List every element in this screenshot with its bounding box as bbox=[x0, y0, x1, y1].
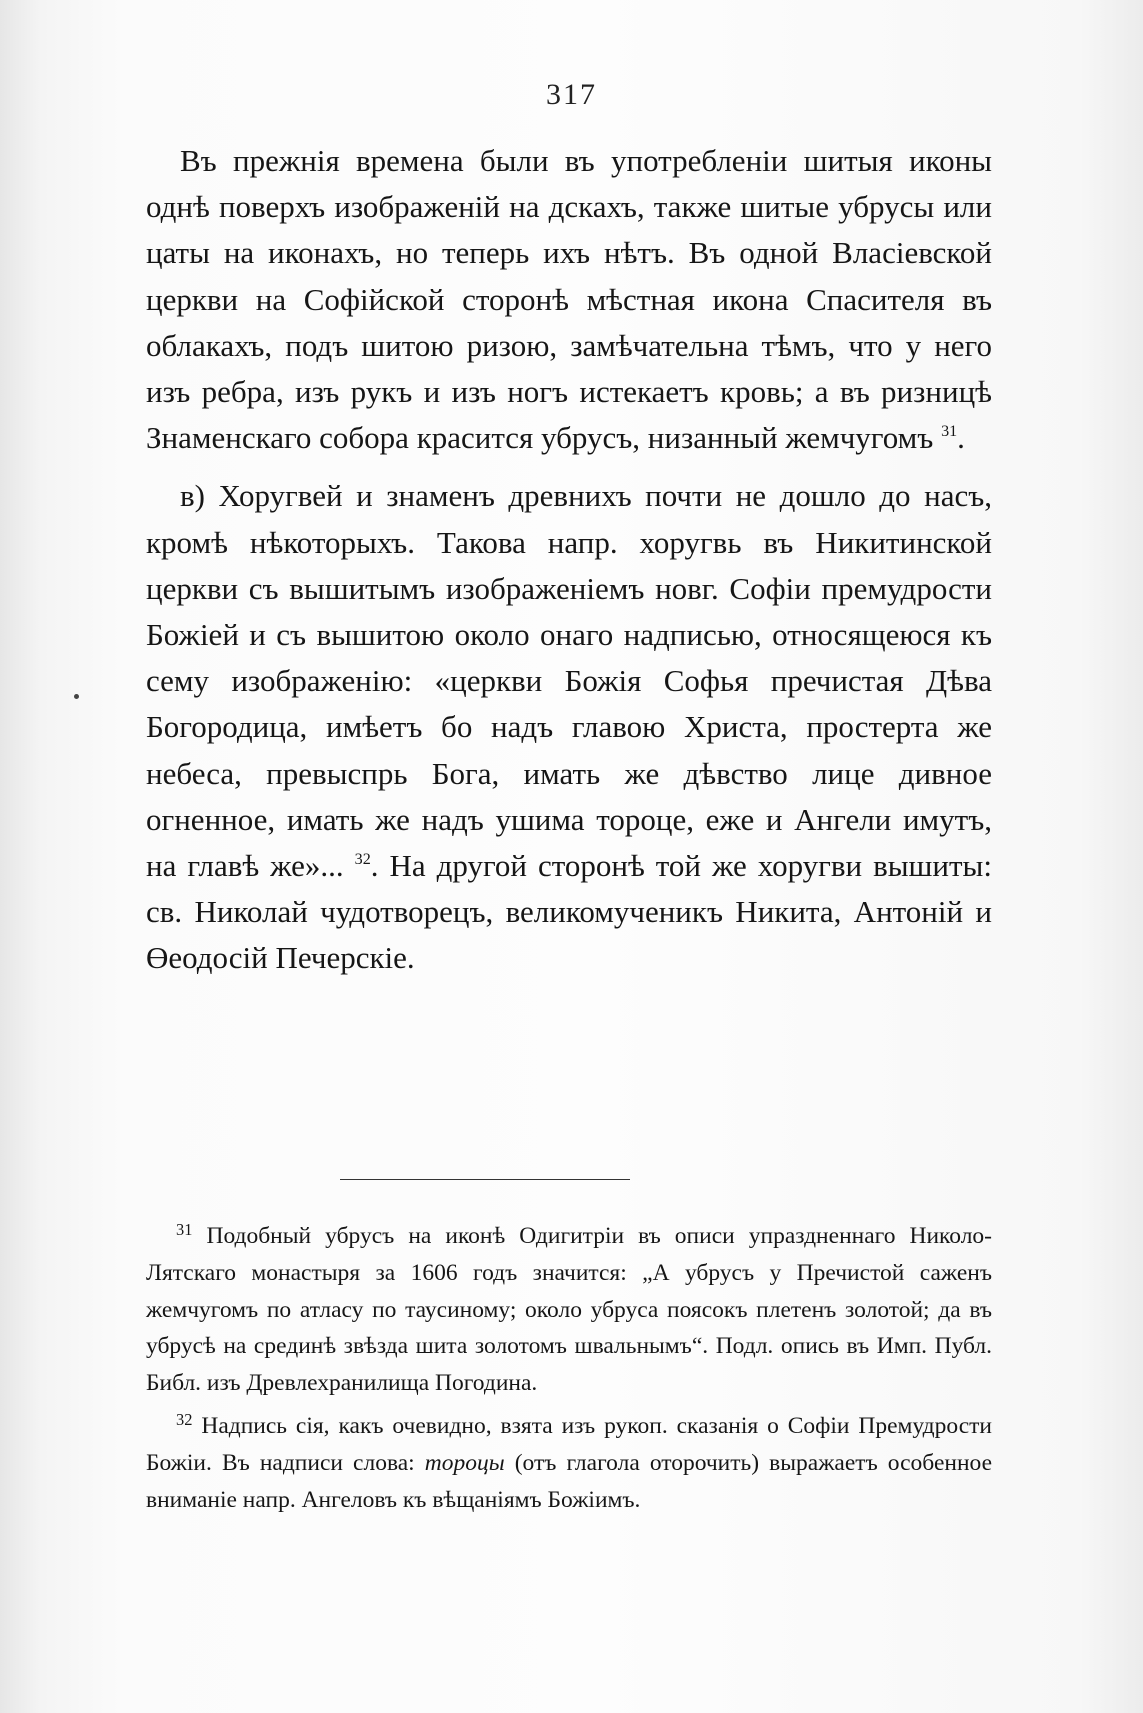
paragraph-banners bbox=[146, 473, 992, 981]
footnote-32-text-b: (отъ глагола оторочить) выражаетъ особенное вниманіе напр. Ангеловъ къ вѣщаніямъ Божіимъ. bbox=[146, 1449, 992, 1513]
footnote-ref-31[interactable]: 31 bbox=[941, 423, 958, 441]
footnote-31 bbox=[146, 1218, 992, 1402]
footnote-31-text: Подобный убрусъ на иконѣ Одигитріи въ описи упраздненнаго Николо-Лятскаго монастыря за 1606 годъ значится: „А убрусъ у Пречистой саженъ жемчугомъ по атласу по таусиному; около убруса поясокъ плетенъ золотой; да въ убрусѣ на срединѣ звѣзда шита золотомъ швальнымъ“. Подл. опись въ Имп. Публ. Библ. изъ Древлехранилища Погодина. bbox=[146, 1223, 992, 1397]
paragraph-banners-text: в) Хоругвей и знаменъ древнихъ почти не дошло до насъ, кромѣ нѣкоторыхъ. Такова напр. хоругвь въ Никитинской церкви съ вышитымъ изображеніемъ новг. Софіи премудрости Божіей и съ вышитою около онаго надписью, относящеюся къ сему изображенію: «церкви Божія Софья пречистая Дѣва Богородица, имѣетъ бо надъ главою Христа, простерта же небеса, превыспрь Бога, имать же дѣвство лице дивное огненное, имать же надъ ушима тороце, еже и Ангели имутъ, на главѣ же»... bbox=[146, 478, 992, 884]
page-number: 317 bbox=[546, 78, 597, 111]
footnote-32-italic-word: тороцы bbox=[424, 1449, 505, 1476]
main-text bbox=[146, 138, 992, 982]
footnote-divider bbox=[340, 1179, 630, 1180]
footnote-number-31: 31 bbox=[176, 1219, 193, 1239]
footnote-number-32: 32 bbox=[176, 1409, 193, 1429]
footnote-ref-32[interactable]: 32 bbox=[354, 850, 371, 868]
footnotes bbox=[146, 1218, 992, 1518]
ink-speck bbox=[74, 694, 79, 699]
paragraph-icons-text: Въ прежнія времена были въ употребленіи шитыя иконы однѣ поверхъ изображеній на дскахъ, также шитые убрусы или цаты на иконахъ, но теперь ихъ нѣтъ. Въ одной Власіевской церкви на Софійской сторонѣ мѣстная икона Спасителя въ облакахъ, подъ шитою ризою, замѣчательна тѣмъ, что у него изъ ребра, изъ рукъ и изъ ногъ истекаетъ кровь; а въ ризницѣ Знаменскаго собора красится убрусъ, низанный жемчугомъ bbox=[146, 143, 992, 456]
paragraph-icons bbox=[146, 138, 992, 461]
paragraph-banners-end: . На другой сторонѣ той же хоругви вышиты: св. Николай чудотворецъ, великомученикъ Никита, Антоній и Өеодосій Печерскіе. bbox=[146, 848, 992, 976]
footnote-32-text-a: Надпись сія, какъ очевидно, взята изъ рукоп. сказанія о Софіи Премудрости Божіи. Въ надписи слова: bbox=[146, 1412, 992, 1476]
footnote-32 bbox=[146, 1408, 992, 1518]
paragraph-icons-end: . bbox=[957, 420, 965, 456]
